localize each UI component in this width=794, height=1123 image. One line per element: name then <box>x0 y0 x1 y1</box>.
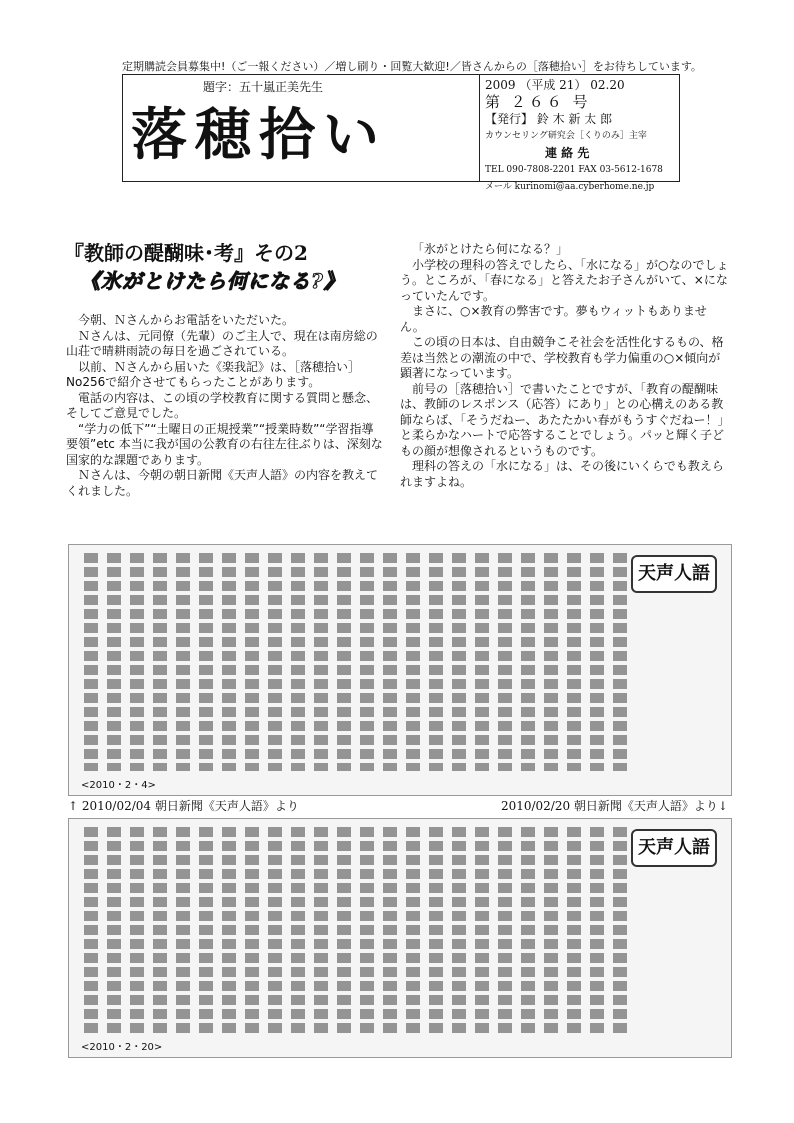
paragraph: 前号の［落穂拾い］で書いたことですが、「教育の醍醐味は、教師のレスポンス（応答）にあり」との心構えのある教師ならば、「そうだねー、あたたかい春がもうすぐだねー！」と柔らかなハートで応答することでしょう。パッと輝く子どもの顔が想像されるというものです。 <box>400 381 730 458</box>
article-right-column <box>400 242 730 490</box>
clipping-text-line <box>613 827 627 1033</box>
tenseijingo-badge: 天声人語 <box>631 829 717 867</box>
clipping-text-line <box>383 553 397 771</box>
article-left-column <box>66 313 384 499</box>
clipping-text-line <box>544 553 558 771</box>
clipping-text-line <box>130 553 144 771</box>
clipping-text-line <box>567 553 581 771</box>
issue-info <box>485 77 675 196</box>
clipping-text-line <box>360 553 374 771</box>
calligrapher-credit: 題字：五十嵐正美先生 <box>203 80 324 94</box>
publisher: 【発行】 鈴 木 新 太 郎 <box>485 112 613 126</box>
clipping-text-line <box>337 553 351 771</box>
clipping-text-line <box>521 553 535 771</box>
paragraph: 理科の答えの「水になる」は、その後にいくらでも教えられますよね。 <box>400 459 724 489</box>
clipping-text-line <box>199 827 213 1033</box>
clipping-date: <2010・2・4> <box>81 780 156 791</box>
clipping-text-line <box>222 553 236 771</box>
clipping-text-line <box>475 827 489 1033</box>
clipping-text-line <box>475 553 489 771</box>
clipping-text-line <box>521 827 535 1033</box>
clipping-date: <2010・2・20> <box>81 1042 163 1053</box>
clipping-text-line <box>383 827 397 1033</box>
clipping-text-columns <box>75 553 627 771</box>
clipping-text-line <box>429 553 443 771</box>
clipping-text-line <box>84 827 98 1033</box>
issue-date: 2009 （平成 21） 02.20 <box>485 78 625 92</box>
article-subtitle: 《氷がとけたら何になる?》 <box>80 269 345 293</box>
clipping-text-line <box>590 827 604 1033</box>
clipping-text-line <box>84 553 98 771</box>
clipping-text-line <box>314 553 328 771</box>
clipping-text-line <box>291 827 305 1033</box>
clipping-text-line <box>406 827 420 1033</box>
clipping-text-line <box>544 827 558 1033</box>
paragraph: 今朝、Ｎさんからお電話をいただいた。 <box>78 313 295 327</box>
paragraph: 「氷がとけたら何になる？」 <box>412 242 569 256</box>
clipping-text-line <box>498 827 512 1033</box>
clipping-text-line <box>567 827 581 1033</box>
clipping-text-line <box>245 827 259 1033</box>
masthead-divider <box>479 75 480 181</box>
subscription-notice: 定期購読会員募集中!（ご一報ください）／増し刷り・回覧大歓迎!／皆さんからの［落穂拾い］をお待ちしています。 <box>122 60 702 73</box>
paragraph: まさに、○×教育の弊害です。夢もウィットもありません。 <box>400 304 707 334</box>
masthead <box>122 74 680 192</box>
clipping-text-line <box>452 553 466 771</box>
article-title: 『教師の醍醐味･考』その2 <box>64 241 308 265</box>
paragraph: Ｎさんは、元同僚（先輩）のご主人で、現在は南房総の山荘で晴耕雨読の毎日を過ごされている。 <box>66 328 378 358</box>
issue-number: 第 ２６６ 号 <box>485 93 591 111</box>
paragraph: 以前、Ｎさんから届いた《楽我記》は、［落穂拾い］No256で紹介させてもらったことがあります。 <box>66 359 361 389</box>
newspaper-clipping-0204 <box>68 544 732 796</box>
newsletter-logo: 落穂拾い <box>131 102 387 168</box>
clipping-text-line <box>176 827 190 1033</box>
tenseijingo-badge: 天声人語 <box>631 555 717 593</box>
clipping-text-line <box>199 553 213 771</box>
contact-label: 連 絡 先 <box>545 146 590 160</box>
paragraph: この頃の日本は、自由競争こそ社会を活性化するもの、格差は当然との潮流の中で、学校教育も学力偏重の○×傾向が顕著になっています。 <box>400 335 724 380</box>
email-address[interactable]: メール kurinomi@aa.cyberhome.ne.jp <box>485 182 655 192</box>
clipping-text-line <box>429 827 443 1033</box>
clipping-text-line <box>153 827 167 1033</box>
clipping-text-line <box>613 553 627 771</box>
tel-fax: TEL 090-7808-2201 FAX 03-5612-1678 <box>485 165 663 175</box>
paragraph: Ｎさんは、今朝の朝日新聞《天声人語》の内容を教えてくれました。 <box>66 468 379 498</box>
paragraph: “学力の低下”“土曜日の正規授業”“授業時数”“学習指導要領”etc 本当に我が国の公教育の右往左往ぶりは、深刻な国家的な課題であります。 <box>66 421 383 467</box>
caption-left: ↑ 2010/02/04 朝日新聞《天声人語》より <box>68 799 299 813</box>
clipping-text-line <box>291 553 305 771</box>
clipping-text-line <box>245 553 259 771</box>
clipping-text-line <box>268 827 282 1033</box>
clipping-text-line <box>590 553 604 771</box>
clipping-text-line <box>176 553 190 771</box>
clipping-text-line <box>314 827 328 1033</box>
paragraph: 電話の内容は、この頃の学校教育に関する質問と懸念、そしてご意見でした。 <box>66 390 379 420</box>
clipping-text-line <box>107 827 121 1033</box>
clipping-text-line <box>107 553 121 771</box>
caption-right: 2010/02/20 朝日新聞《天声人語》より↓ <box>500 799 728 813</box>
clipping-text-line <box>360 827 374 1033</box>
clipping-text-line <box>337 827 351 1033</box>
clipping-text-line <box>153 553 167 771</box>
clipping-text-line <box>452 827 466 1033</box>
clipping-text-columns <box>75 827 627 1033</box>
clipping-text-line <box>498 553 512 771</box>
clipping-text-line <box>406 553 420 771</box>
clipping-text-line <box>268 553 282 771</box>
clipping-text-line <box>130 827 144 1033</box>
clipping-text-line <box>222 827 236 1033</box>
organization: カウンセリング研究会［くりのみ］主宰 <box>485 131 647 141</box>
newspaper-clipping-0220 <box>68 818 732 1058</box>
paragraph: 小学校の理科の答えでしたら、「水になる」が○なのでしょう。ところが、「春になる」と答えたお子さんがいて、×になっていたんです。 <box>400 257 729 303</box>
